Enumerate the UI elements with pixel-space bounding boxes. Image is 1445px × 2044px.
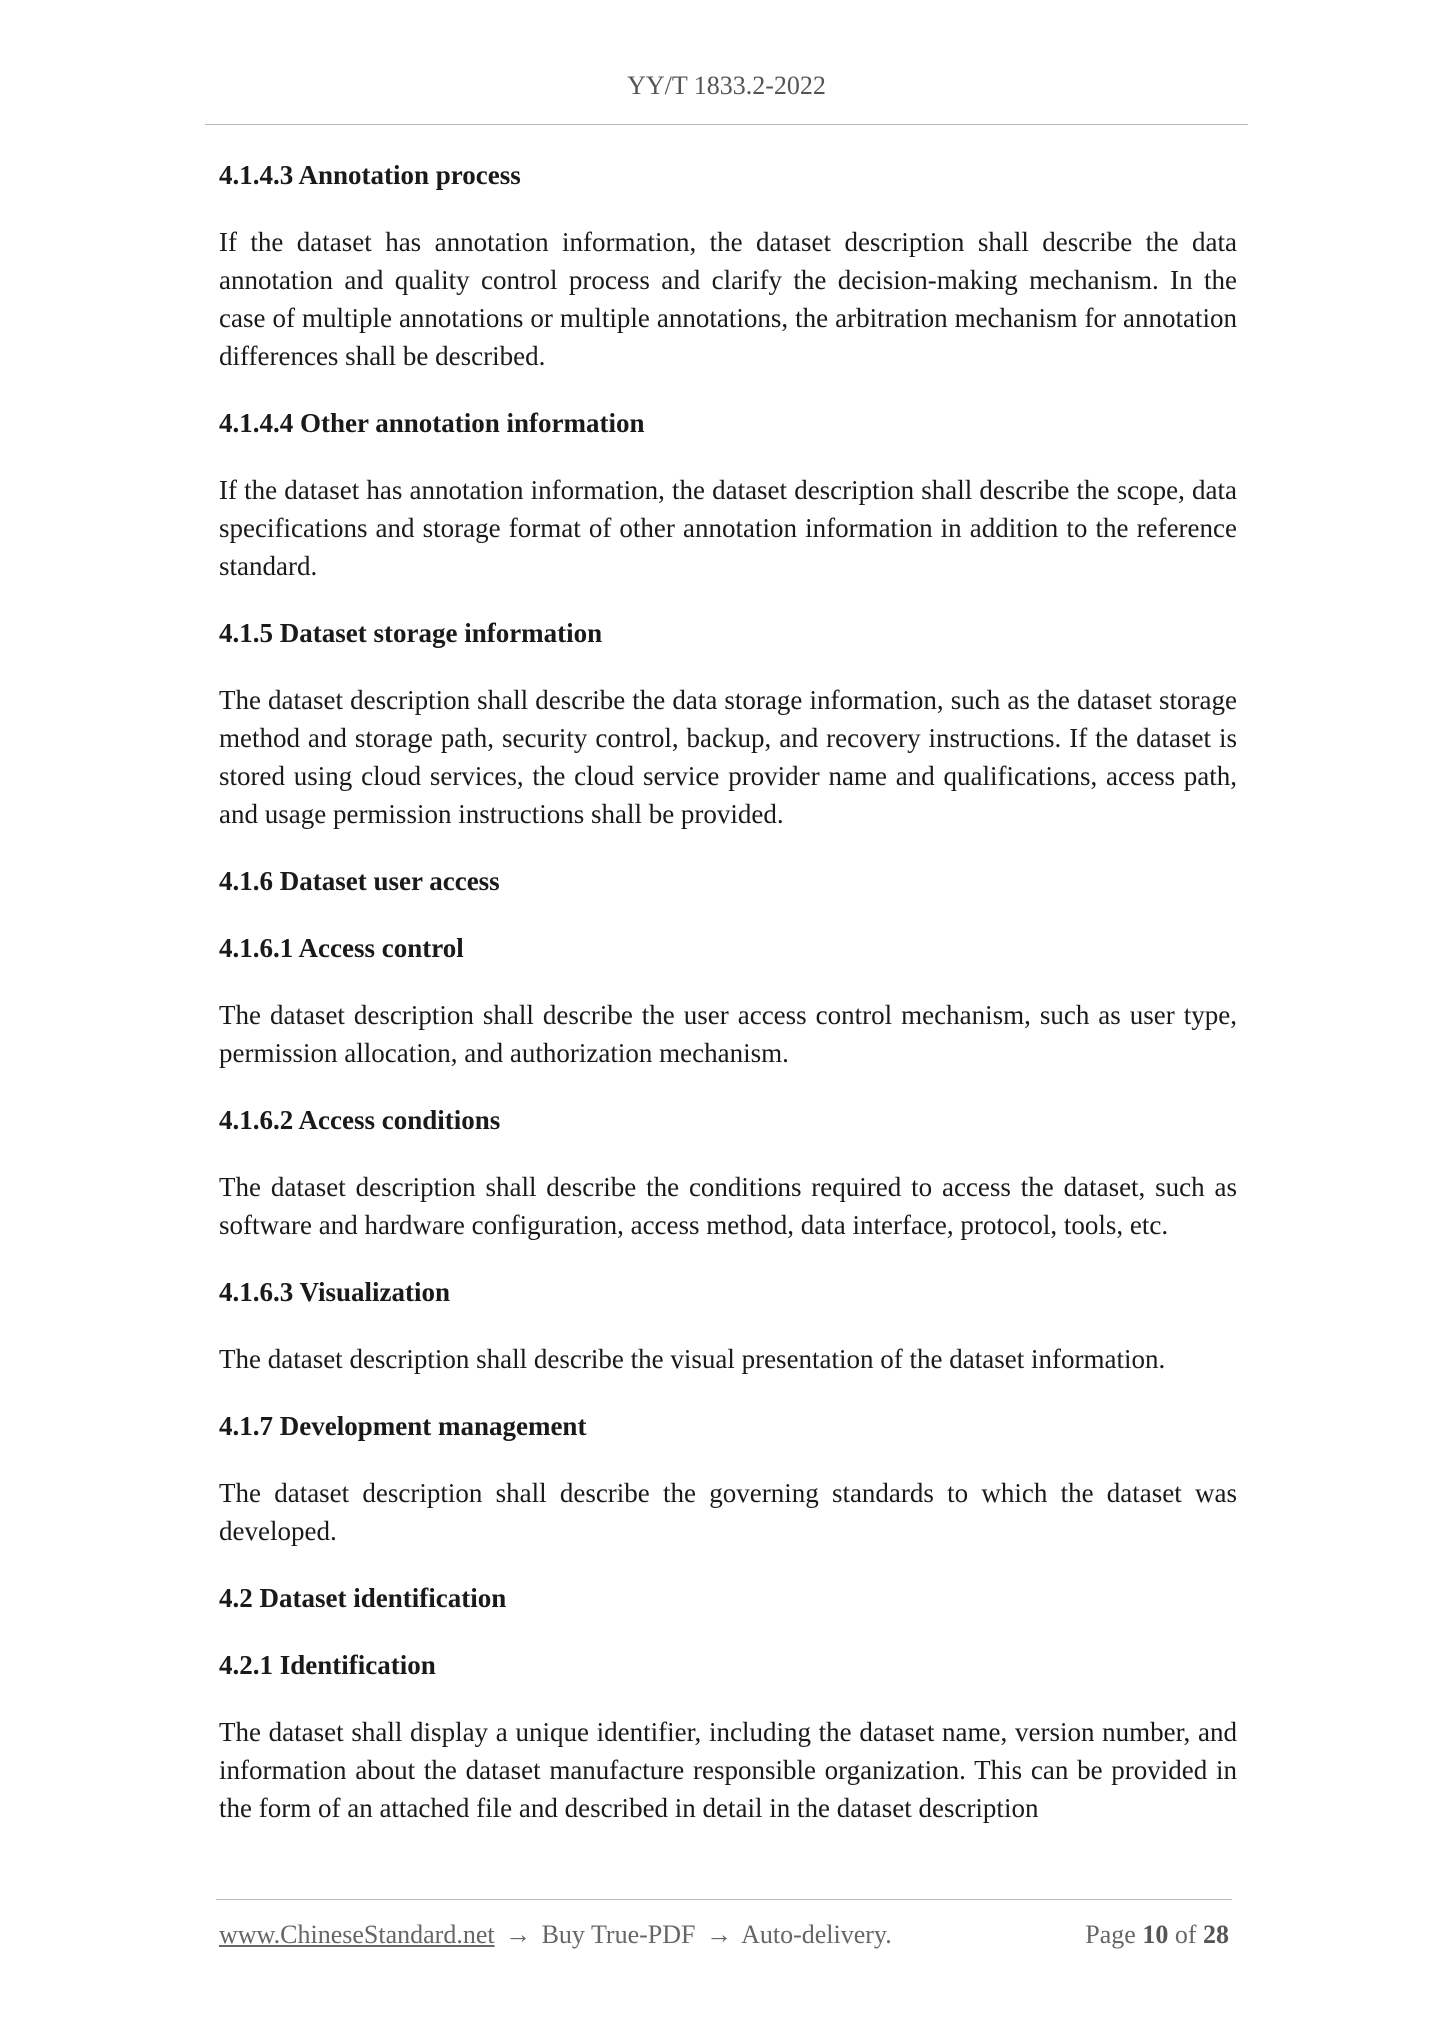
section-paragraph: The dataset description shall describe the governing standards to which the dataset was developed. — [219, 1478, 1237, 1546]
section-heading: 4.1.4.3 Annotation process — [219, 160, 521, 190]
page-label: Page — [1085, 1920, 1136, 1949]
footer-divider — [216, 1899, 1232, 1900]
section-annotation-process — [219, 156, 1237, 375]
section-heading: 4.1.7 Development management — [219, 1411, 587, 1441]
arrow-right-icon: → — [505, 1920, 532, 1949]
standard-code: YY/T 1833.2-2022 — [627, 71, 826, 100]
section-identification — [219, 1646, 1237, 1827]
section-access-control — [219, 929, 1237, 1072]
section-heading: 4.1.6.3 Visualization — [219, 1277, 451, 1307]
section-dataset-storage-information — [219, 614, 1237, 833]
section-heading: 4.1.6.1 Access control — [219, 933, 464, 963]
buy-true-pdf-text: Buy True-PDF — [541, 1920, 696, 1949]
section-paragraph: If the dataset has annotation information, the dataset description shall describe the scope, data specifications and storage format of other annotation information in addition to the reference standard. — [219, 475, 1237, 581]
section-paragraph: If the dataset has annotation information, the dataset description shall describe the data annotation and quality control process and clarify the decision-making mechanism. In the case of multiple annotations or multiple annotations, the arbitration mechanism for annotation differences shall be described. — [219, 227, 1237, 371]
section-heading: 4.1.5 Dataset storage information — [219, 618, 603, 648]
page-header — [205, 70, 1248, 125]
page-counter — [1085, 1916, 1229, 1954]
section-paragraph: The dataset description shall describe the data storage information, such as the dataset storage method and storage path, security control, backup, and recovery instructions. If the dataset is stored using cloud services, the cloud service provider name and qualifications, access path, and usage permission instructions shall be provided. — [219, 685, 1237, 829]
section-dataset-user-access — [219, 862, 1237, 900]
section-heading: 4.2 Dataset identification — [219, 1583, 507, 1613]
section-heading: 4.1.6 Dataset user access — [219, 866, 500, 896]
arrow-right-icon: → — [706, 1920, 732, 1949]
section-paragraph: The dataset description shall describe the visual presentation of the dataset information. — [219, 1344, 1166, 1374]
section-paragraph: The dataset shall display a unique identifier, including the dataset name, version number, and information about the dataset manufacture responsible organization. This can be provided in the form of an attached file and described in detail in the dataset description — [219, 1717, 1237, 1823]
page-of-label: of — [1174, 1920, 1197, 1949]
document-body — [219, 156, 1237, 1856]
section-heading: 4.2.1 Identification — [219, 1650, 436, 1680]
section-heading: 4.1.4.4 Other annotation information — [219, 408, 645, 438]
section-heading: 4.1.6.2 Access conditions — [219, 1105, 501, 1135]
section-paragraph: The dataset description shall describe the conditions required to access the dataset, such as software and hardware configuration, access method, data interface, protocol, tools, etc. — [219, 1172, 1237, 1240]
section-development-management — [219, 1407, 1237, 1550]
section-paragraph: The dataset description shall describe the user access control mechanism, such as user type, permission allocation, and authorization mechanism. — [219, 1000, 1237, 1068]
page-footer — [219, 1916, 1229, 1954]
website-link[interactable]: www.ChineseStandard.net — [219, 1920, 495, 1949]
footer-promo — [219, 1916, 892, 1954]
section-access-conditions — [219, 1101, 1237, 1244]
current-page-number: 10 — [1142, 1920, 1169, 1949]
section-dataset-identification — [219, 1579, 1237, 1617]
auto-delivery-text: Auto-delivery. — [741, 1920, 892, 1949]
section-other-annotation-information — [219, 404, 1237, 585]
total-page-number: 28 — [1203, 1920, 1229, 1949]
section-visualization — [219, 1273, 1237, 1378]
